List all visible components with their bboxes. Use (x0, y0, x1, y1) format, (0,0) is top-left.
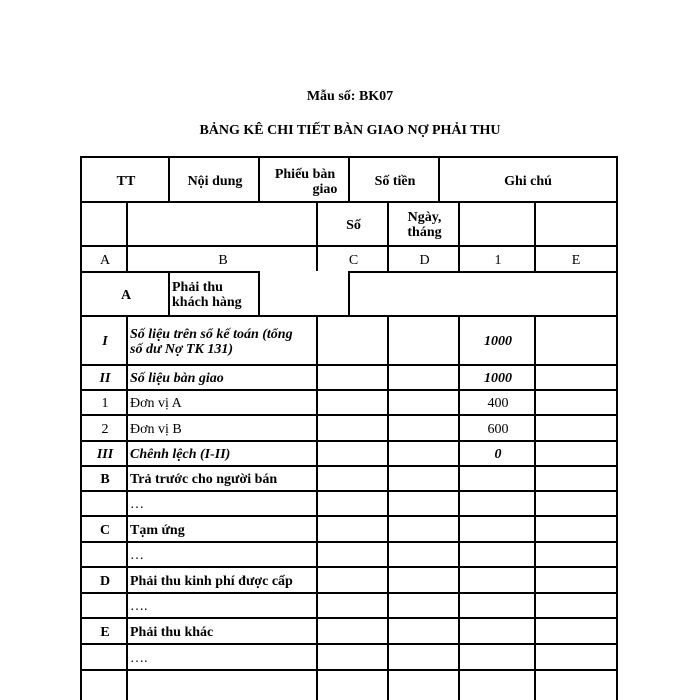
row-c-ellipsis: … (130, 548, 144, 563)
row-c-content: Tạm ứng (130, 522, 185, 538)
table-rule-vertical (387, 315, 389, 700)
table-rule-vertical (168, 271, 170, 315)
row-i-content (128, 317, 318, 366)
table-rule-vertical (348, 156, 350, 201)
table-rule-vertical (534, 315, 536, 700)
header-amount: Số tiền (374, 174, 416, 189)
row-i-content-line1: Số liệu trên sổ kế toán (tổng (130, 326, 293, 342)
table-rule-vertical (458, 315, 460, 700)
header-voucher (260, 160, 350, 203)
row-2-tt: 2 (101, 421, 109, 437)
table-rule-vertical (316, 201, 318, 271)
header-tt: TT (116, 174, 136, 189)
table-rule-vertical (126, 315, 128, 700)
row-b-content: Trả trước cho người bán (130, 472, 278, 487)
header-voucher-line1: Phiếu bàn (274, 166, 336, 182)
code-e: E (571, 252, 581, 268)
table-rule-vertical (387, 201, 389, 271)
row-d-ellipsis: …. (130, 599, 148, 614)
row-ii-content: Số liệu bàn giao (130, 371, 224, 386)
section-a-label (170, 273, 260, 317)
section-a-code: A (120, 287, 132, 303)
table-rule-vertical (168, 156, 170, 201)
table-rule-vertical (80, 156, 82, 700)
row-e-ellipsis: …. (130, 650, 148, 666)
code-a: A (99, 252, 111, 268)
table-rule-vertical (534, 201, 536, 271)
row-d-tt: D (99, 573, 111, 589)
table-rule-vertical (258, 156, 260, 201)
header-note: Ghi chú (504, 174, 552, 189)
header-content: Nội dung (187, 174, 243, 189)
row-i-tt: I (102, 334, 108, 349)
table-rule-vertical (438, 156, 440, 201)
row-1-content: Đơn vị A (130, 396, 182, 411)
row-1-tt: 1 (101, 396, 109, 411)
row-iii-amount: 0 (494, 447, 502, 462)
table-rule-vertical (258, 271, 260, 315)
header-date-line2: tháng (407, 225, 442, 240)
code-b: B (218, 252, 228, 268)
row-ii-tt: II (99, 371, 111, 386)
code-d: D (419, 252, 430, 268)
table-rule-vertical (316, 315, 318, 700)
table-rule-vertical (616, 201, 618, 700)
row-c-tt: C (99, 522, 111, 538)
table-rule-vertical (458, 201, 460, 271)
row-e-tt: E (100, 624, 110, 640)
row-b-ellipsis: … (130, 497, 144, 512)
header-number: Số (346, 217, 361, 233)
row-1-amount: 400 (487, 396, 509, 411)
row-2-content: Đơn vị B (130, 421, 182, 437)
header-date-line1: Ngày, (407, 210, 442, 225)
code-c: C (348, 252, 359, 268)
table-rule-horizontal (348, 271, 616, 273)
row-ii-amount: 1000 (484, 371, 512, 386)
row-iii-content: Chênh lệch (I-II) (130, 447, 231, 462)
row-i-amount: 1000 (484, 334, 512, 349)
form-number: Mẫu số: BK07 (306, 89, 394, 104)
header-date (389, 203, 460, 247)
row-2-amount: 600 (487, 421, 509, 437)
row-iii-tt: III (96, 447, 114, 462)
code-1: 1 (494, 252, 502, 268)
header-voucher-line2: giao (312, 181, 338, 197)
row-i-content-line2: số dư Nợ TK 131) (130, 341, 234, 357)
row-e-content: Phải thu khác (130, 624, 214, 640)
section-a-label-line2: khách hàng (172, 295, 242, 310)
table-rule-vertical (126, 201, 128, 271)
row-d-content: Phải thu kinh phí được cấp (130, 573, 293, 589)
table-rule-vertical (348, 271, 350, 315)
document-title: BẢNG KÊ CHI TIẾT BÀN GIAO NỢ PHẢI THU (199, 123, 501, 138)
section-a-label-line1: Phải thu (172, 280, 223, 295)
table-rule-vertical (616, 156, 618, 201)
row-b-tt: B (100, 472, 110, 487)
